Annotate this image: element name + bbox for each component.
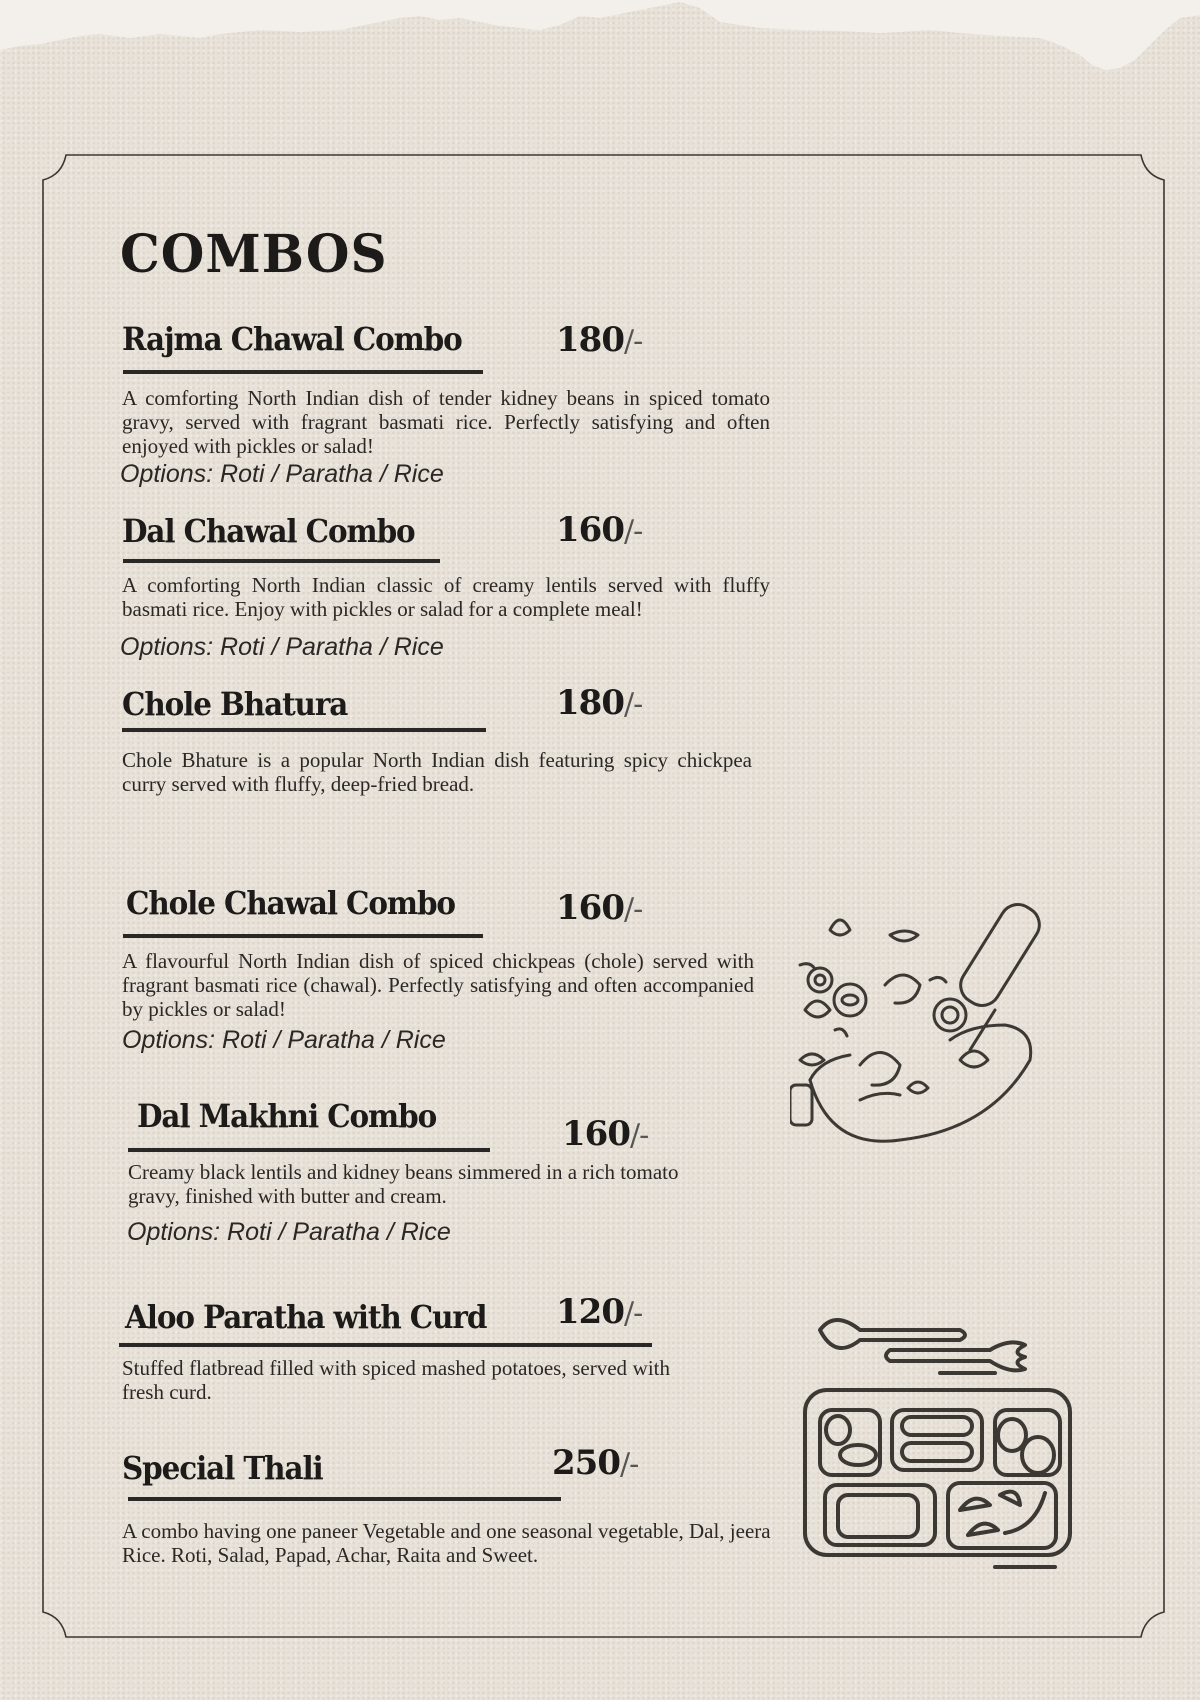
item-name: Chole Bhatura bbox=[122, 685, 348, 723]
item-price: 180/- bbox=[556, 320, 643, 360]
item-options: Options: Roti / Paratha / Rice bbox=[120, 460, 444, 488]
item-name: Special Thali bbox=[122, 1449, 323, 1487]
item-description: A flavourful North Indian dish of spiced chickpeas (chole) served with fragrant basmati rice (chawal). Perfectly satisfying and often accompanied by pickles or salad! bbox=[122, 949, 754, 1021]
item-underline bbox=[128, 1148, 490, 1152]
item-description: Chole Bhature is a popular North Indian dish featuring spicy chickpea curry served with fluffy, deep-fried bread. bbox=[122, 748, 752, 796]
item-price: 160/- bbox=[556, 510, 643, 550]
item-price: 120/- bbox=[556, 1292, 643, 1332]
item-price: 180/- bbox=[556, 683, 643, 723]
item-description: Stuffed flatbread filled with spiced mashed potatoes, served with fresh curd. bbox=[122, 1356, 670, 1404]
item-name: Aloo Paratha with Curd bbox=[125, 1298, 487, 1336]
item-underline bbox=[123, 934, 483, 938]
item-name: Dal Makhni Combo bbox=[137, 1097, 437, 1135]
item-underline bbox=[123, 370, 483, 374]
item-description: A comforting North Indian dish of tender kidney beans in spiced tomato gravy, served with fragrant basmati rice. Perfectly satisfying and often enjoyed with pickles or salad! bbox=[122, 386, 770, 458]
item-options: Options: Roti / Paratha / Rice bbox=[120, 633, 444, 661]
item-description: A comforting North Indian classic of creamy lentils served with fluffy basmati rice. Enjoy with pickles or salad for a complete meal! bbox=[122, 573, 770, 621]
item-price: 250/- bbox=[552, 1443, 639, 1483]
item-underline bbox=[122, 728, 486, 732]
item-name: Rajma Chawal Combo bbox=[122, 320, 462, 358]
item-price: 160/- bbox=[562, 1114, 649, 1154]
item-underline bbox=[128, 1497, 561, 1501]
page-title: COMBOS bbox=[120, 222, 388, 285]
item-underline bbox=[123, 559, 440, 563]
item-price: 160/- bbox=[556, 888, 643, 928]
item-description: A combo having one paneer Vegetable and one seasonal vegetable, Dal, jeera Rice. Roti, Salad, Papad, Achar, Raita and Sweet. bbox=[122, 1519, 771, 1567]
item-options: Options: Roti / Paratha / Rice bbox=[127, 1218, 451, 1246]
item-name: Dal Chawal Combo bbox=[122, 512, 415, 550]
thali-tray-cutlery-icon bbox=[790, 1305, 1080, 1570]
item-name: Chole Chawal Combo bbox=[126, 884, 455, 922]
item-description: Creamy black lentils and kidney beans simmered in a rich tomato gravy, finished with butter and cream. bbox=[128, 1160, 679, 1208]
item-options: Options: Roti / Paratha / Rice bbox=[122, 1026, 446, 1054]
item-underline bbox=[119, 1343, 652, 1347]
wok-stir-fry-icon bbox=[790, 890, 1110, 1150]
